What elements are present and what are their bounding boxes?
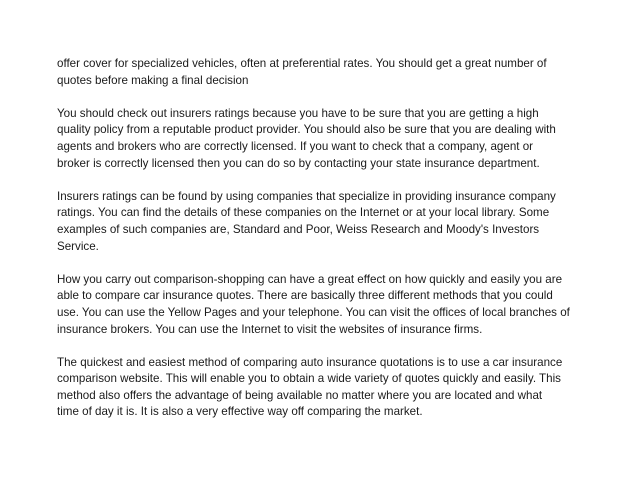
paragraph-2: You should check out insurers ratings because you have to be sure that you are getting a high quality policy from a reputable product provider. You should also be sure that you are dealing with agents and brokers who are correctly licensed. If you want to check that a company, agent or broker is correctly licensed then you can do so by contacting your state insurance department. xyxy=(57,106,556,170)
document-body xyxy=(57,56,587,421)
paragraph-3: Insurers ratings can be found by using companies that specialize in providing insurance company ratings. You can find the details of these companies on the Internet or at your local library. Some examples of such companies are, Standard and Poor, Weiss Research and Moody's Investors Service. xyxy=(57,189,556,253)
paragraph-4: How you carry out comparison-shopping can have a great effect on how quickly and easily you are able to compare car insurance quotes. There are basically three different methods that you could use. You can use the Yellow Pages and your telephone. You can visit the offices of local branches of insurance brokers. You can use the Internet to visit the websites of insurance firms. xyxy=(57,272,570,336)
paragraph-1: offer cover for specialized vehicles, often at preferential rates. You should get a great number of quotes before making a final decision xyxy=(57,57,547,87)
paragraph-5: The quickest and easiest method of comparing auto insurance quotations is to use a car insurance comparison website. This will enable you to obtain a wide variety of quotes quickly and easily. This method also offers the advantage of being available no matter where you are located and what time of day it is. It is also a very effective way off comparing the market. xyxy=(57,355,563,419)
